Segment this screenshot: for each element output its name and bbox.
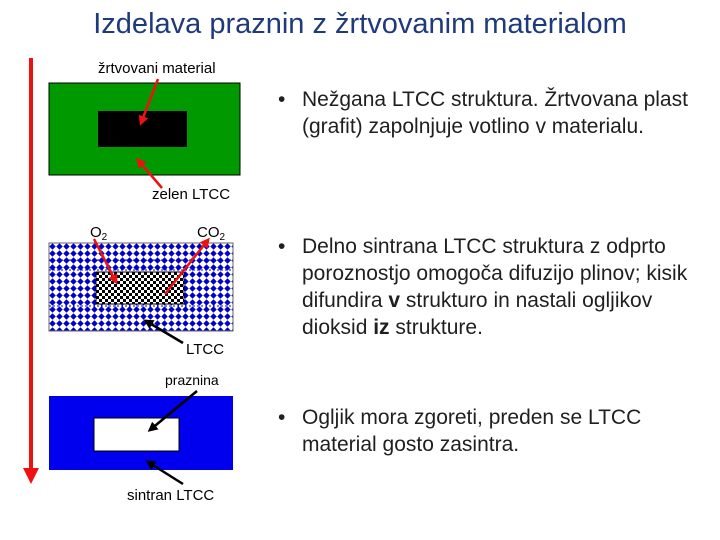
bullet-carbon-burnout xyxy=(278,404,708,458)
label-o2: $O_2$ xyxy=(90,224,108,243)
label-sintered-ltcc: sintran LTCC xyxy=(127,487,215,504)
bullet-marker: • xyxy=(278,235,286,258)
label-sacrificial-material: žrtvovani material xyxy=(98,60,216,77)
page-title: Izdelava praznin z žrtvovanim materialom xyxy=(93,8,627,40)
bullet-text: Delno sintrana LTCC struktura z odprto poroznostjo omogoča difuzijo plinov; kisik difundira v strukturo in nastali ogljikov dioksid iz strukture. xyxy=(302,235,688,339)
label-cavity: praznina xyxy=(165,372,219,388)
label-co2: $CO_2$ xyxy=(197,224,226,243)
cavity xyxy=(94,418,179,451)
bullet-marker: • xyxy=(278,406,286,429)
bullet-text: Nežgana LTCC struktura. Žrtvovana plast (grafit) zapolnjuje votlino v materialu. xyxy=(302,88,688,138)
label-ltcc: LTCC xyxy=(186,341,225,358)
bullet-unfired xyxy=(278,86,708,140)
label-green-ltcc: zelen LTCC xyxy=(152,186,231,203)
bullet-text: Ogljik mora zgoreti, preden se LTCC material gosto zasintra. xyxy=(302,406,642,456)
bullet-marker: • xyxy=(278,88,286,111)
bullet-partially-sintered xyxy=(278,233,708,341)
